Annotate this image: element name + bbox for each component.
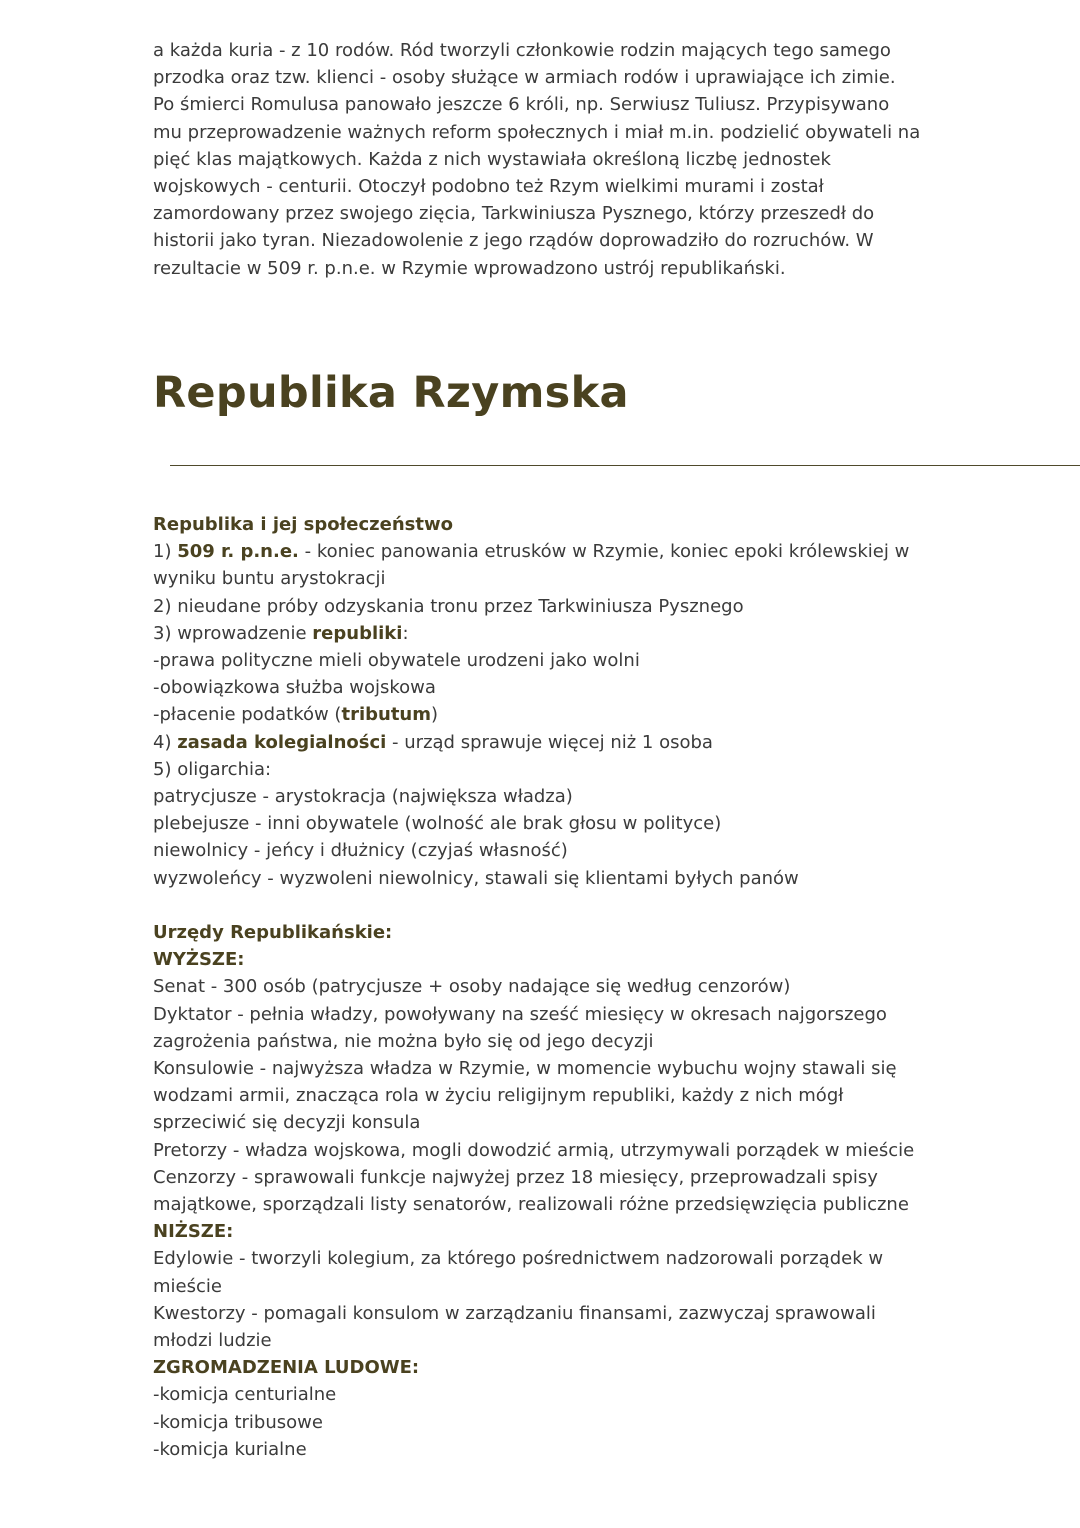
intro-line: mu przeprowadzenie ważnych reform społecznych i miał m.in. podzielić obywateli na xyxy=(153,121,921,143)
sub-item: -płacenie podatków (tributum) xyxy=(153,704,439,726)
office-aediles: mieście xyxy=(153,1275,222,1297)
list-item: 4) zasada kolegialności - urząd sprawuje więcej niż 1 osoba xyxy=(153,731,713,753)
intro-line: rezultacie w 509 r. p.n.e. w Rzymie wprowadzono ustrój republikański. xyxy=(153,257,786,279)
intro-line: a każda kuria - z 10 rodów. Ród tworzyli członkowie rodzin mających tego samego xyxy=(153,40,891,61)
social-class: patrycjusze - arystokracja (największa władza) xyxy=(153,786,573,808)
office-censors: Cenzorzy - sprawowali funkcje najwyżej przez 18 miesięcy, przeprowadzali spisy xyxy=(153,1166,878,1188)
list-item: 5) oligarchia: xyxy=(153,758,272,780)
office-praetors: Pretorzy - władza wojskowa, mogli dowodzić armią, utrzymywali porządek w mieście xyxy=(153,1139,915,1161)
office-consuls: wodzami armii, znacząca rola w życiu religijnym republiki, każdy z nich mógł xyxy=(153,1085,844,1107)
office-dictator: zagrożenia państwa, nie można było się od jego decyzji xyxy=(153,1030,654,1052)
intro-line: zamordowany przez swojego zięcia, Tarkwiniusza Pysznego, którzy przeszedł do xyxy=(153,203,875,225)
office-quaestors: młodzi ludzie xyxy=(153,1330,272,1352)
social-class: niewolnicy - jeńcy i dłużnicy (czyjaś własność) xyxy=(153,840,568,862)
assembly-item: -komicja centurialne xyxy=(153,1384,337,1406)
office-consuls: Konsulowie - najwyższa władza w Rzymie, w momencie wybuchu wojny stawali się xyxy=(153,1058,897,1080)
offices-heading: Urzędy Republikańskie: xyxy=(153,922,393,944)
list-item: 1) 509 r. p.n.e. - koniec panowania etrusków w Rzymie, koniec epoki królewskiej w xyxy=(153,541,910,563)
assembly-item: -komicja kurialne xyxy=(153,1438,307,1460)
section-body xyxy=(153,511,973,1463)
intro-line: Po śmierci Romulusa panowało jeszcze 6 króli, np. Serwiusz Tuliusz. Przypisywano xyxy=(153,94,890,116)
intro-line: pięć klas majątkowych. Każda z nich wystawiała określoną liczbę jednostek xyxy=(153,148,831,170)
assemblies-label: ZGROMADZENIA LUDOWE: xyxy=(153,1357,420,1379)
intro-paragraph xyxy=(153,37,953,282)
office-dictator: Dyktator - pełnia władzy, powoływany na sześć miesięcy w okresach najgorszego xyxy=(153,1003,887,1025)
office-aediles: Edylowie - tworzyli kolegium, za którego pośrednictwem nadzorowali porządek w xyxy=(153,1248,884,1270)
list-item: 2) nieudane próby odzyskania tronu przez Tarkwiniusza Pysznego xyxy=(153,595,744,617)
assembly-item: -komicja tribusowe xyxy=(153,1411,323,1433)
lower-offices-label: NIŻSZE: xyxy=(153,1221,234,1243)
social-class: wyzwoleńcy - wyzwoleni niewolnicy, stawali się klientami byłych panów xyxy=(153,867,799,889)
office-senate: Senat - 300 osób (patrycjusze + osoby nadające się według cenzorów) xyxy=(153,976,791,998)
social-class: plebejusze - inni obywatele (wolność ale brak głosu w polityce) xyxy=(153,813,722,835)
section-title: Republika Rzymska xyxy=(153,368,629,418)
office-censors: majątkowe, sporządzali listy senatorów, realizowali różne przedsięwzięcia publiczne xyxy=(153,1194,909,1216)
list-item-continuation: wyniku buntu arystokracji xyxy=(153,568,386,590)
higher-offices-label: WYŻSZE: xyxy=(153,949,245,971)
office-quaestors: Kwestorzy - pomagali konsulom w zarządzaniu finansami, zazwyczaj sprawowali xyxy=(153,1302,876,1324)
office-consuls: sprzeciwić się decyzji konsula xyxy=(153,1112,421,1134)
spacer xyxy=(153,892,973,919)
intro-line: przodka oraz tzw. klienci - osoby służące w armiach rodów i uprawiające ich zimie. xyxy=(153,67,896,89)
sub-item: -prawa polityczne mieli obywatele urodzeni jako wolni xyxy=(153,650,640,672)
intro-line: historii jako tyran. Niezadowolenie z jego rządów doprowadziło do rozruchów. W xyxy=(153,230,874,252)
society-heading: Republika i jej społeczeństwo xyxy=(153,514,453,535)
section-divider xyxy=(170,465,1080,466)
intro-line: wojskowych - centurii. Otoczył podobno też Rzym wielkimi murami i został xyxy=(153,176,824,198)
sub-item: -obowiązkowa służba wojskowa xyxy=(153,677,436,699)
list-item: 3) wprowadzenie republiki: xyxy=(153,622,409,644)
